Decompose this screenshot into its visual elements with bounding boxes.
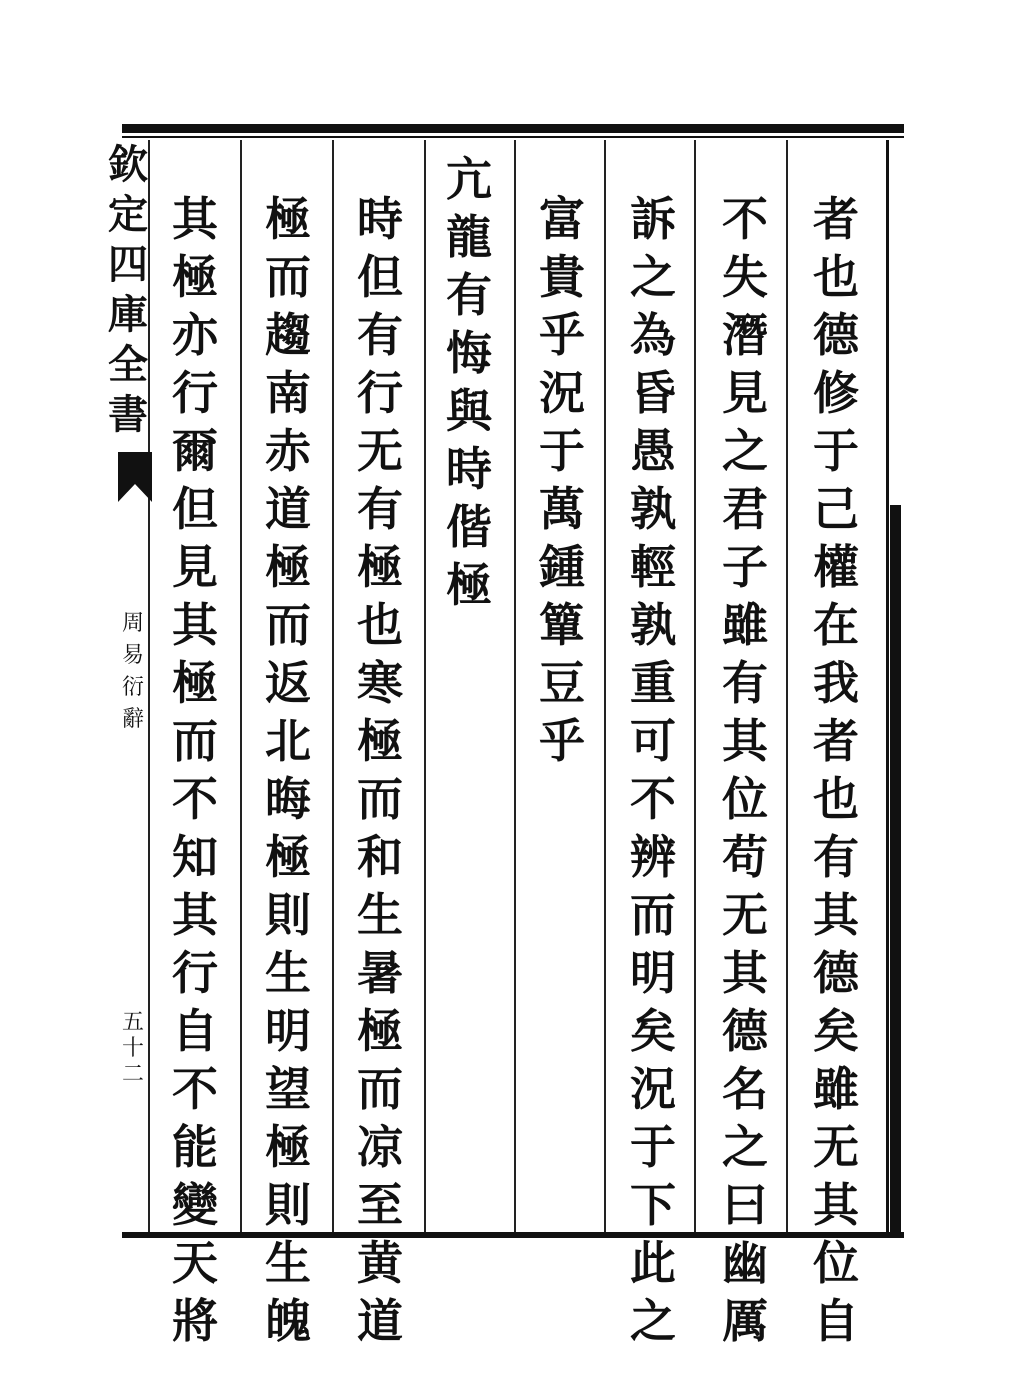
glyph: 但 [172, 482, 218, 536]
glyph: 生 [265, 1236, 311, 1290]
glyph: 行 [172, 366, 218, 420]
text-column-2 [710, 190, 780, 1350]
glyph: 十 [121, 1036, 144, 1061]
glyph: 爾 [172, 424, 218, 478]
glyph: 其 [172, 888, 218, 942]
glyph: 至 [357, 1178, 403, 1232]
glyph: 幽 [722, 1236, 768, 1290]
glyph: 厲 [722, 1294, 768, 1348]
glyph: 于 [630, 1120, 676, 1174]
text-column-4 [527, 190, 597, 770]
glyph: 欽 [108, 141, 148, 188]
glyph: 晦 [265, 772, 311, 826]
glyph: 不 [630, 772, 676, 826]
column-divider [514, 140, 516, 1232]
glyph: 乎 [539, 308, 585, 362]
glyph: 望 [265, 1062, 311, 1116]
glyph: 書 [108, 391, 148, 438]
glyph: 位 [813, 1236, 859, 1290]
text-column-7 [253, 190, 323, 1350]
glyph: 己 [813, 482, 859, 536]
glyph: 德 [813, 308, 859, 362]
glyph: 趨 [265, 308, 311, 362]
glyph: 鍾 [539, 540, 585, 594]
glyph: 輕 [630, 540, 676, 594]
glyph: 子 [722, 540, 768, 594]
glyph: 富 [539, 192, 585, 246]
glyph: 龍 [446, 210, 492, 264]
glyph: 位 [722, 772, 768, 826]
glyph: 无 [722, 888, 768, 942]
glyph: 在 [813, 598, 859, 652]
glyph: 則 [265, 888, 311, 942]
glyph: 生 [357, 888, 403, 942]
glyph: 也 [813, 772, 859, 826]
glyph: 而 [265, 250, 311, 304]
glyph: 訴 [630, 192, 676, 246]
glyph: 雖 [813, 1062, 859, 1116]
column-divider [240, 140, 242, 1232]
glyph: 全 [108, 341, 148, 388]
glyph: 者 [813, 714, 859, 768]
glyph: 庫 [108, 291, 148, 338]
glyph: 之 [722, 1120, 768, 1174]
glyph: 天 [172, 1236, 218, 1290]
glyph: 其 [813, 1178, 859, 1232]
glyph: 之 [630, 250, 676, 304]
column-divider [148, 140, 150, 1232]
glyph: 知 [172, 830, 218, 884]
glyph: 五 [121, 1010, 144, 1035]
glyph: 道 [265, 482, 311, 536]
glyph: 能 [172, 1120, 218, 1174]
glyph: 于 [813, 424, 859, 478]
glyph: 極 [357, 540, 403, 594]
glyph: 見 [722, 366, 768, 420]
glyph: 道 [357, 1294, 403, 1348]
glyph: 極 [265, 192, 311, 246]
glyph: 行 [172, 946, 218, 1000]
glyph: 極 [172, 250, 218, 304]
glyph: 但 [357, 250, 403, 304]
glyph: 黄 [357, 1236, 403, 1290]
book-title [120, 608, 146, 736]
glyph: 明 [265, 1004, 311, 1058]
glyph: 凉 [357, 1120, 403, 1174]
glyph: 亦 [172, 308, 218, 362]
glyph: 魄 [265, 1294, 311, 1348]
glyph: 君 [722, 482, 768, 536]
glyph: 不 [722, 192, 768, 246]
glyph: 豆 [539, 656, 585, 710]
glyph: 權 [813, 540, 859, 594]
glyph: 而 [265, 598, 311, 652]
glyph: 而 [357, 772, 403, 826]
top-border-thin-rule [122, 136, 904, 138]
glyph: 矣 [630, 1004, 676, 1058]
glyph: 和 [357, 830, 403, 884]
glyph: 周 [121, 611, 144, 636]
glyph: 下 [630, 1178, 676, 1232]
page-number [120, 1010, 146, 1088]
glyph: 无 [813, 1120, 859, 1174]
glyph: 辭 [121, 707, 144, 732]
glyph: 乎 [539, 714, 585, 768]
column-divider [332, 140, 334, 1232]
glyph: 愚 [630, 424, 676, 478]
text-column-5-heading [434, 150, 504, 614]
glyph: 簞 [539, 598, 585, 652]
glyph: 有 [813, 830, 859, 884]
right-border-rule [886, 140, 889, 1232]
glyph: 其 [172, 192, 218, 246]
collection-title [108, 140, 148, 440]
glyph: 時 [357, 192, 403, 246]
glyph: 貴 [539, 250, 585, 304]
glyph: 德 [722, 1004, 768, 1058]
glyph: 亢 [446, 152, 492, 206]
glyph: 之 [722, 424, 768, 478]
glyph: 定 [108, 191, 148, 238]
column-divider [694, 140, 696, 1232]
glyph: 況 [539, 366, 585, 420]
glyph: 辨 [630, 830, 676, 884]
glyph: 不 [172, 772, 218, 826]
glyph: 則 [265, 1178, 311, 1232]
column-divider [424, 140, 426, 1232]
glyph: 之 [630, 1294, 676, 1348]
glyph: 況 [630, 1062, 676, 1116]
glyph: 生 [265, 946, 311, 1000]
glyph: 孰 [630, 482, 676, 536]
glyph: 將 [172, 1294, 218, 1348]
glyph: 為 [630, 308, 676, 362]
glyph: 失 [722, 250, 768, 304]
glyph: 有 [446, 268, 492, 322]
glyph: 時 [446, 442, 492, 496]
glyph: 北 [265, 714, 311, 768]
text-column-6 [345, 190, 415, 1350]
glyph: 其 [722, 946, 768, 1000]
text-column-8 [160, 190, 230, 1350]
glyph: 行 [357, 366, 403, 420]
glyph: 極 [265, 540, 311, 594]
top-border-rule [122, 124, 904, 133]
glyph: 易 [121, 643, 144, 668]
column-divider [786, 140, 788, 1232]
glyph: 而 [630, 888, 676, 942]
glyph: 昏 [630, 366, 676, 420]
glyph: 萬 [539, 482, 585, 536]
glyph: 而 [172, 714, 218, 768]
glyph: 孰 [630, 598, 676, 652]
glyph: 偕 [446, 500, 492, 554]
glyph: 有 [722, 656, 768, 710]
glyph: 明 [630, 946, 676, 1000]
glyph: 可 [630, 714, 676, 768]
glyph: 其 [722, 714, 768, 768]
glyph: 變 [172, 1178, 218, 1232]
glyph: 其 [172, 598, 218, 652]
glyph: 極 [265, 1120, 311, 1174]
glyph: 自 [813, 1294, 859, 1348]
glyph: 德 [813, 946, 859, 1000]
glyph: 悔 [446, 326, 492, 380]
glyph: 有 [357, 308, 403, 362]
glyph: 二 [121, 1062, 144, 1087]
glyph: 返 [265, 656, 311, 710]
glyph: 極 [357, 714, 403, 768]
glyph: 極 [265, 830, 311, 884]
glyph: 暑 [357, 946, 403, 1000]
glyph: 重 [630, 656, 676, 710]
glyph: 南 [265, 366, 311, 420]
glyph: 苟 [722, 830, 768, 884]
glyph: 寒 [357, 656, 403, 710]
glyph: 也 [357, 598, 403, 652]
glyph: 无 [357, 424, 403, 478]
glyph: 于 [539, 424, 585, 478]
glyph: 者 [813, 192, 859, 246]
text-column-3 [618, 190, 688, 1350]
glyph: 名 [722, 1062, 768, 1116]
glyph: 不 [172, 1062, 218, 1116]
glyph: 曰 [722, 1178, 768, 1232]
glyph: 衍 [121, 675, 144, 700]
glyph: 自 [172, 1004, 218, 1058]
glyph: 有 [357, 482, 403, 536]
glyph: 與 [446, 384, 492, 438]
glyph: 四 [108, 241, 148, 288]
glyph: 極 [357, 1004, 403, 1058]
column-divider [604, 140, 606, 1232]
glyph: 我 [813, 656, 859, 710]
glyph: 赤 [265, 424, 311, 478]
bottom-border-rule [122, 1232, 904, 1238]
glyph: 其 [813, 888, 859, 942]
right-border-thick-rule [890, 505, 901, 1235]
glyph: 極 [446, 558, 492, 612]
glyph: 雖 [722, 598, 768, 652]
glyph: 見 [172, 540, 218, 594]
glyph: 此 [630, 1236, 676, 1290]
text-column-1 [801, 190, 871, 1350]
fish-tail-mark-icon [118, 452, 152, 502]
glyph: 修 [813, 366, 859, 420]
glyph: 潛 [722, 308, 768, 362]
glyph: 極 [172, 656, 218, 710]
glyph: 矣 [813, 1004, 859, 1058]
glyph: 也 [813, 250, 859, 304]
glyph: 而 [357, 1062, 403, 1116]
